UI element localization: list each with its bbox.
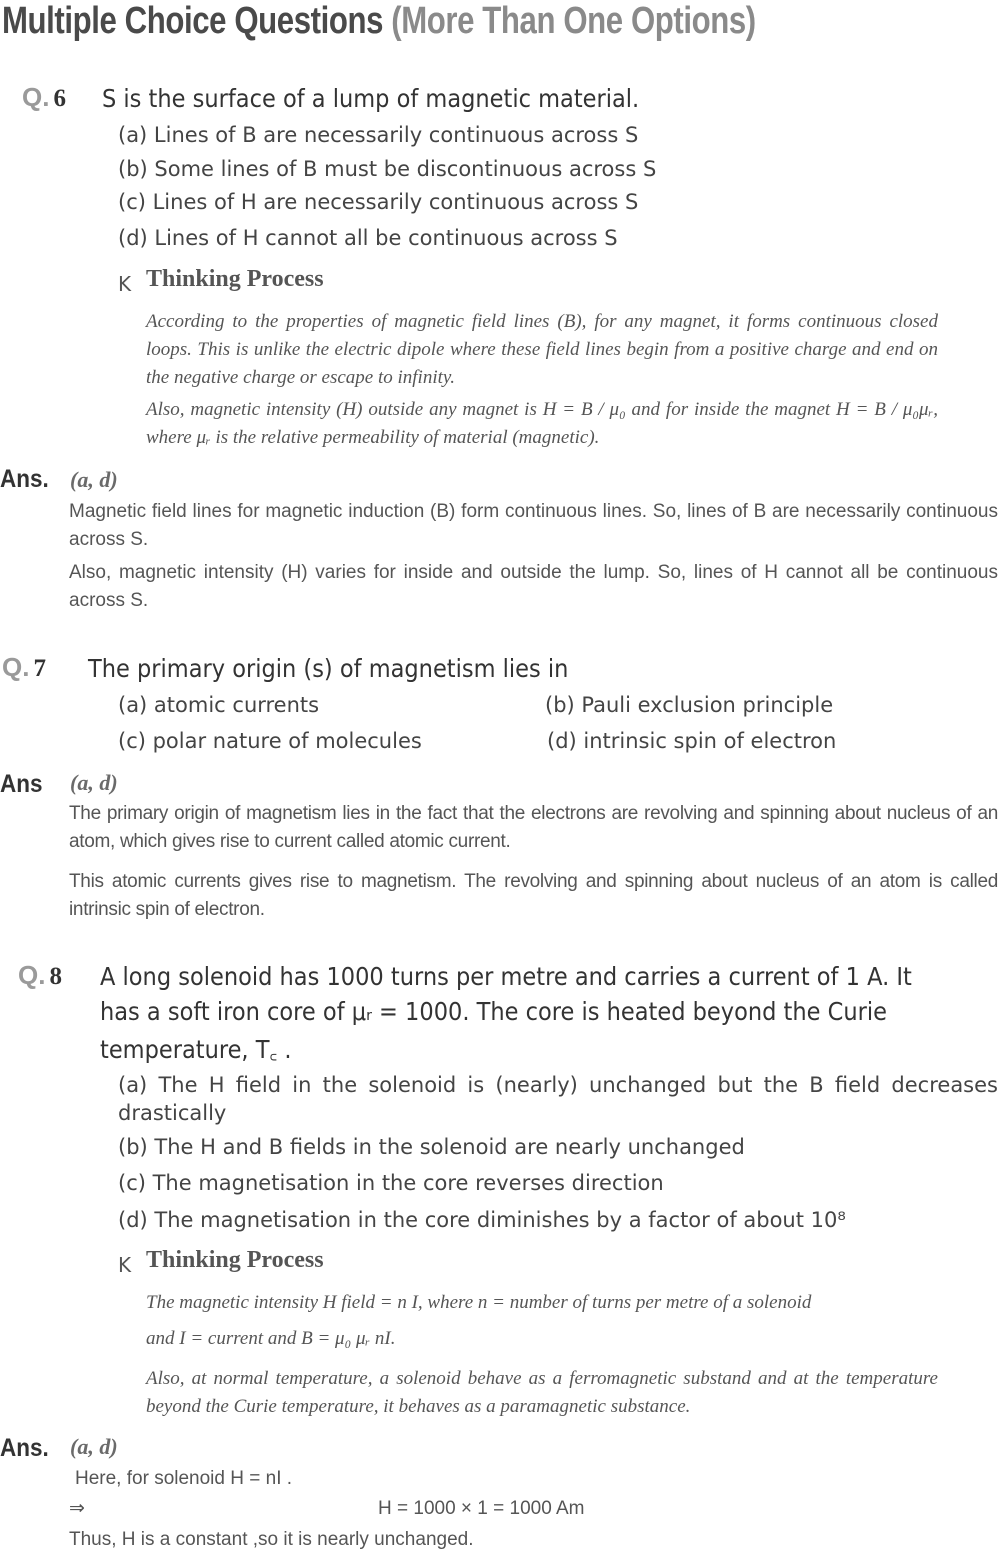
answer-paragraph: Magnetic field lines for magnetic induction (B) form continuous lines. So, lines of B are necessarily continuous across S. (69, 501, 998, 550)
option-a: (a) atomic currents (118, 693, 320, 717)
question-8 (18, 960, 62, 991)
thinking-process-title: Thinking Process (146, 266, 324, 292)
question-6 (22, 82, 66, 113)
answer-paragraph: Also, magnetic intensity (H) varies for inside and outside the lump. So, lines of H cannot all be continuous across S. (69, 562, 998, 611)
thinking-process-line: and I = current and B = μ₀ μᵣ nI. (146, 1328, 396, 1349)
thinking-process-paragraph: Also, magnetic intensity (H) outside any magnet is H = B / μ₀ and for inside the magnet H = B / μ₀μᵣ, where μᵣ is the relative permeability of material (magnetic). (146, 399, 938, 448)
option-d: (d) Lines of H cannot all be continuous across S (118, 226, 618, 250)
question-text: temperature, T꜀ . (100, 1035, 292, 1064)
question-7 (2, 652, 46, 683)
option-d: (d) intrinsic spin of electron (547, 729, 837, 753)
option-b: (b) Some lines of B must be discontinuous across S (118, 157, 657, 181)
question-label: Q. (22, 82, 50, 112)
option-b: (b) Pauli exclusion principle (545, 693, 834, 717)
answer-key: (a, d) (70, 770, 118, 795)
answer-equation: H = 1000 × 1 = 1000 Am (378, 1498, 585, 1519)
option-a: (a) Lines of B are necessarily continuous across S (118, 123, 639, 147)
question-label: Q. (2, 652, 30, 682)
thinking-process-title: Thinking Process (146, 1247, 324, 1273)
question-text: has a soft iron core of μᵣ = 1000. The core is heated beyond the Curie (100, 997, 887, 1026)
answer-label: Ans (0, 770, 43, 798)
option-b: (b) The H and B fields in the solenoid are nearly unchanged (118, 1135, 745, 1159)
thinking-process-line: The magnetic intensity H field = n I, where n = number of turns per metre of a solenoid (146, 1292, 812, 1313)
heading-sub: (More Than One Options) (391, 0, 756, 42)
answer-key: (a, d) (70, 467, 118, 492)
answer-paragraph: This atomic currents gives rise to magnetism. The revolving and spinning about nucleus of an atom is called intrinsic spin of electron. (69, 871, 998, 920)
thinking-process-paragraph: Also, at normal temperature, a solenoid behave as a ferromagnetic substand and at the temperature beyond the Curie temperature, it behaves as a paramagnetic substance. (146, 1368, 938, 1417)
question-number: 8 (49, 963, 62, 990)
section-heading (2, 0, 756, 43)
answer-label: Ans. (0, 1434, 49, 1462)
answer-line: Here, for solenoid H = nI . (75, 1468, 293, 1489)
option-a: (a) The H field in the solenoid is (nearly) unchanged but the B field decreases drastically (118, 1073, 998, 1125)
option-c: (c) Lines of H are necessarily continuous across S (118, 190, 639, 214)
implies-arrow: ⇒ (69, 1498, 85, 1519)
question-text: The primary origin (s) of magnetism lies in (88, 654, 569, 683)
question-number: 7 (33, 655, 46, 682)
question-text: S is the surface of a lump of magnetic material. (102, 84, 640, 113)
option-c: (c) The magnetisation in the core reverses direction (118, 1171, 664, 1195)
question-label: Q. (18, 960, 46, 990)
thinking-process-marker: K (118, 272, 132, 296)
thinking-process-marker: K (118, 1253, 132, 1277)
question-number: 6 (53, 85, 66, 112)
answer-line: Thus, H is a constant ,so it is nearly unchanged. (69, 1529, 474, 1550)
answer-label: Ans. (0, 465, 49, 493)
option-d: (d) The magnetisation in the core diminishes by a factor of about 10⁸ (118, 1208, 846, 1232)
heading-main: Multiple Choice Questions (2, 0, 384, 42)
answer-paragraph: The primary origin of magnetism lies in the fact that the electrons are revolving and spinning about nucleus of an atom, which gives rise to current called atomic current. (69, 803, 998, 852)
question-text: A long solenoid has 1000 turns per metre and carries a current of 1 A. It (100, 962, 912, 991)
option-c: (c) polar nature of molecules (118, 729, 422, 753)
thinking-process-paragraph: According to the properties of magnetic field lines (B), for any magnet, it forms continuous closed loops. This is unlike the electric dipole where these field lines begin from a positive charge and end on the negative charge or escape to infinity. (146, 311, 938, 388)
answer-key: (a, d) (70, 1434, 118, 1459)
